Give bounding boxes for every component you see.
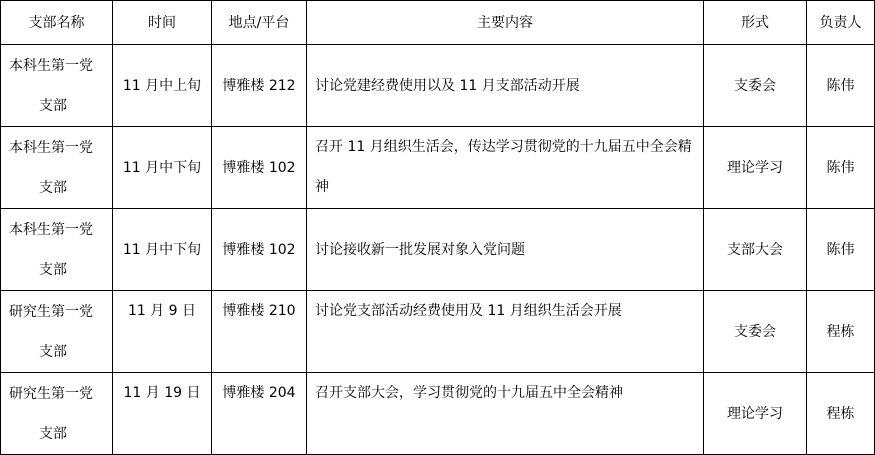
branch-cell — [1, 127, 113, 209]
header-main-content: 主要内容 — [307, 1, 704, 45]
branch-line-1: 本科生第一党 — [9, 57, 93, 74]
branch-line-2: 支部 — [39, 179, 67, 196]
content-cell: 讨论党建经费使用以及 11 月支部活动开展 — [307, 45, 704, 127]
branch-cell — [1, 373, 113, 455]
owner-cell: 陈伟 — [807, 127, 875, 209]
header-form: 形式 — [704, 1, 807, 45]
branch-line-2: 支部 — [39, 261, 67, 278]
branch-cell — [1, 45, 113, 127]
time-cell: 11 月中下旬 — [113, 127, 212, 209]
owner-cell: 陈伟 — [807, 209, 875, 291]
form-cell: 支部大会 — [704, 209, 807, 291]
table-row — [1, 373, 875, 455]
branch-cell — [1, 209, 113, 291]
owner-cell: 程栋 — [807, 291, 875, 373]
branch-line-2: 支部 — [39, 425, 67, 442]
time-cell: 11 月中上旬 — [113, 45, 212, 127]
place-cell: 博雅楼 102 — [212, 209, 307, 291]
content-cell: 讨论党支部活动经费使用及 11 月组织生活会开展 — [307, 291, 704, 373]
time-cell: 11 月 9 日 — [113, 291, 212, 373]
branch-cell — [1, 291, 113, 373]
header-place: 地点/平台 — [212, 1, 307, 45]
time-cell: 11 月 19 日 — [113, 373, 212, 455]
branch-line-1: 本科生第一党 — [9, 221, 93, 238]
content-cell: 召开 11 月组织生活会，传达学习贯彻党的十九届五中全会精神 — [307, 127, 704, 209]
content-cell: 讨论接收新一批发展对象入党问题 — [307, 209, 704, 291]
place-cell: 博雅楼 204 — [212, 373, 307, 455]
header-owner: 负责人 — [807, 1, 875, 45]
place-cell: 博雅楼 210 — [212, 291, 307, 373]
table-row — [1, 127, 875, 209]
header-time: 时间 — [113, 1, 212, 45]
time-cell: 11 月中下旬 — [113, 209, 212, 291]
header-branch-name: 支部名称 — [1, 1, 113, 45]
form-cell: 支委会 — [704, 291, 807, 373]
branch-line-1: 本科生第一党 — [9, 139, 93, 156]
form-cell: 理论学习 — [704, 127, 807, 209]
branch-line-2: 支部 — [39, 343, 67, 360]
branch-line-1: 研究生第一党 — [9, 385, 93, 402]
table-row — [1, 291, 875, 373]
place-cell: 博雅楼 212 — [212, 45, 307, 127]
table-header-row — [1, 1, 875, 45]
owner-cell: 陈伟 — [807, 45, 875, 127]
form-cell: 支委会 — [704, 45, 807, 127]
content-cell: 召开支部大会，学习贯彻党的十九届五中全会精神 — [307, 373, 704, 455]
owner-cell: 程栋 — [807, 373, 875, 455]
branch-line-2: 支部 — [39, 97, 67, 114]
table-row — [1, 45, 875, 127]
place-cell: 博雅楼 102 — [212, 127, 307, 209]
form-cell: 理论学习 — [704, 373, 807, 455]
table-row — [1, 209, 875, 291]
branch-line-1: 研究生第一党 — [9, 303, 93, 320]
